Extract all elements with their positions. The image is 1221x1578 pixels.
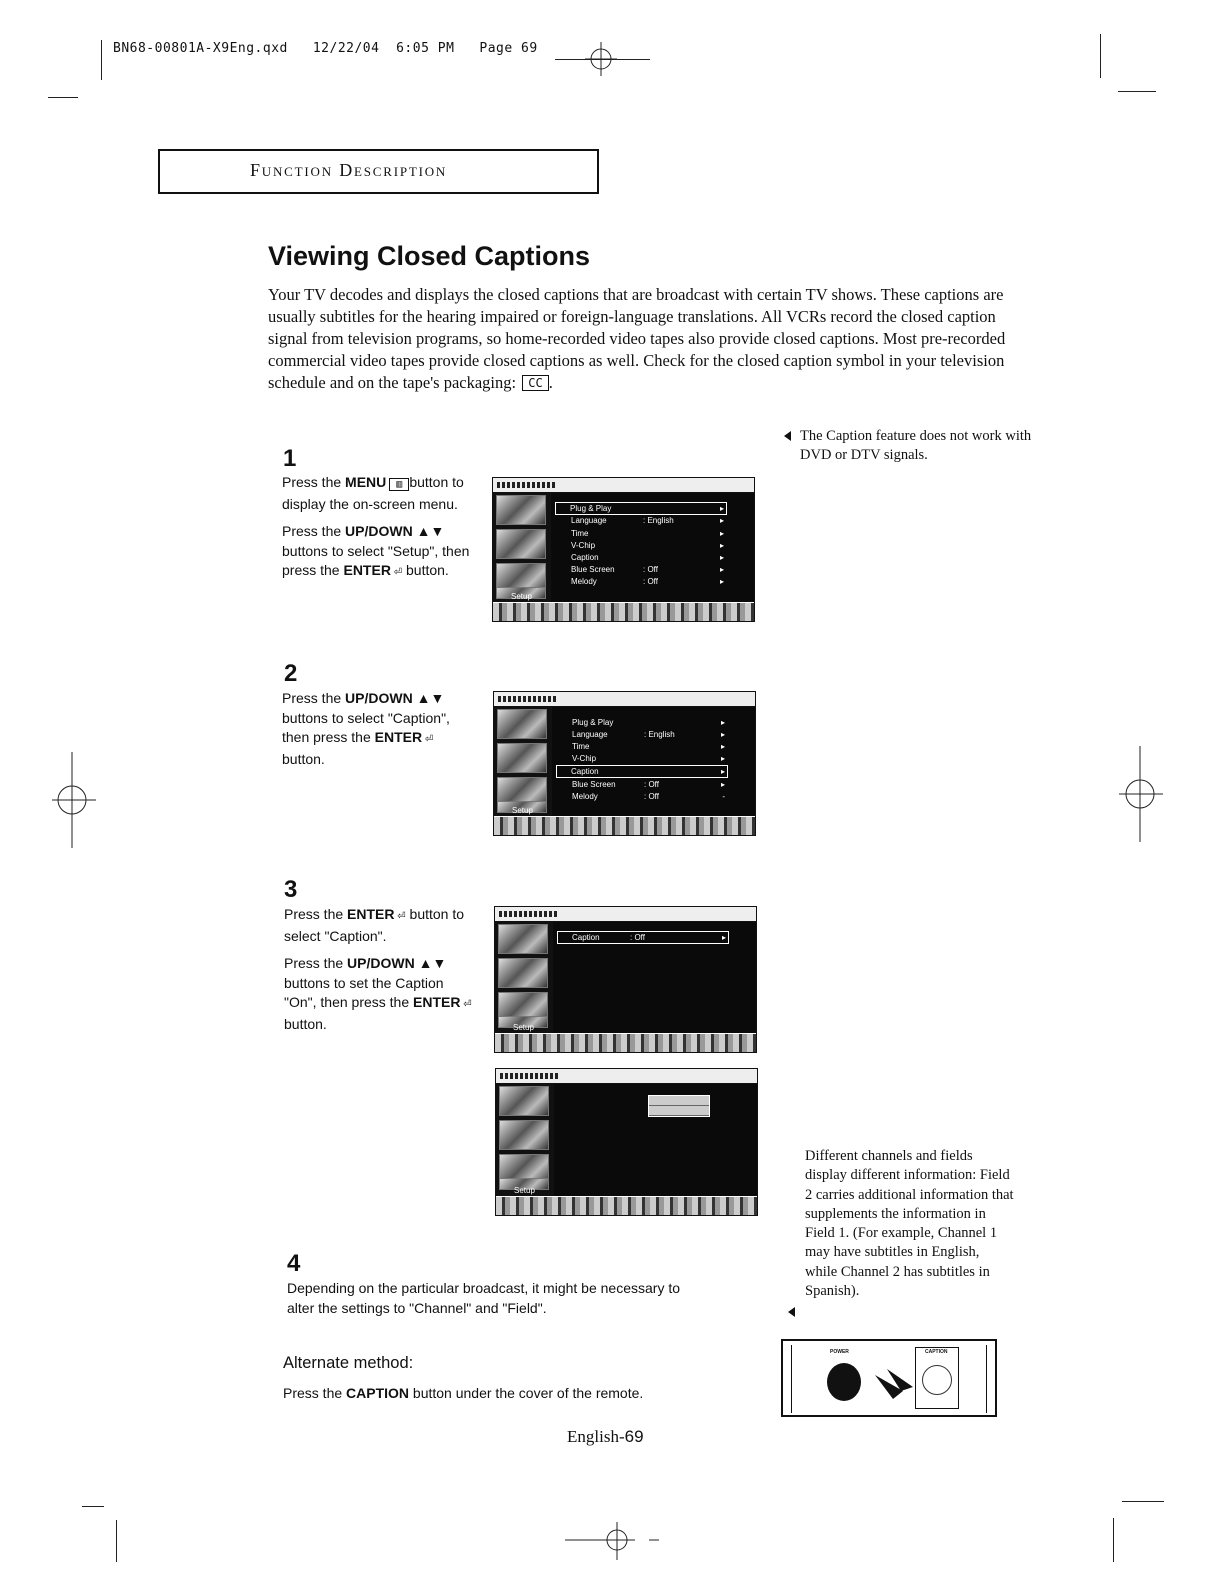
arrow-pointer-icon xyxy=(873,1369,913,1403)
alternate-method-title: Alternate method: xyxy=(283,1354,414,1372)
step-number: 2 xyxy=(284,660,298,687)
step-1-text: Press the MENU ▥ button to display the on-screen menu. Press the UP/DOWN ▲▼ buttons to select "Setup", then press the ENTER ⏎ button. xyxy=(282,474,470,578)
osd-top-bar xyxy=(493,478,754,493)
step-number: 1 xyxy=(283,445,297,472)
osd-bottom-bar xyxy=(493,602,754,621)
alternate-method-text: Press the CAPTION button under the cover of the remote. xyxy=(283,1385,644,1401)
osd-side-icons xyxy=(496,1084,554,1197)
step-4-text: Depending on the particular broadcast, it might be necessary to alter the settings to "Channel" and "Field". xyxy=(287,1280,681,1316)
osd-setup-label: Setup xyxy=(514,1186,535,1195)
side-note-channels-fields: Different channels and fields display different information: Field 2 carries additional information that supplements the information in Field 1. (For example, Channel 1 may have subtitles in English, while Channel 2 has subtitles in Spanish). xyxy=(805,1148,1014,1300)
osd-top-bar xyxy=(496,1069,757,1084)
registration-mark-icon xyxy=(565,1522,665,1562)
caption-label: CAPTION xyxy=(925,1349,948,1355)
page-title: Viewing Closed Captions xyxy=(268,241,591,271)
osd-bottom-bar xyxy=(494,816,755,835)
osd-row: Caption ▸ xyxy=(571,553,724,562)
osd-side-icons xyxy=(495,922,553,1034)
osd-options-popup xyxy=(648,1095,710,1117)
osd-row: Time ▸ xyxy=(571,529,724,538)
crop-mark xyxy=(1100,34,1101,78)
step-number: 3 xyxy=(284,876,298,903)
step-number: 4 xyxy=(287,1250,301,1277)
osd-top-bar xyxy=(495,907,756,922)
osd-screen-caption-options xyxy=(495,1068,758,1216)
registration-mark-icon xyxy=(583,38,623,78)
page-number: English-69 xyxy=(567,1427,644,1446)
osd-row: Blue Screen : Off ▸ xyxy=(571,565,724,574)
osd-row: Plug & Play ▸ xyxy=(572,718,725,727)
note-pointer-icon xyxy=(784,431,791,441)
osd-screen-setup-menu xyxy=(492,477,755,622)
crop-mark xyxy=(1113,1518,1114,1562)
osd-row-selected: Caption : Off ▸ xyxy=(557,931,729,944)
osd-row: Time ▸ xyxy=(572,742,725,751)
remote-illustration xyxy=(781,1339,997,1417)
crop-mark xyxy=(101,40,102,80)
osd-row: Melody : Off - xyxy=(572,792,725,801)
side-note-caption-dvd: The Caption feature does not work with DVD or DTV signals. xyxy=(800,428,1032,463)
osd-setup-label: Setup xyxy=(513,1023,534,1032)
file-slug: BN68-00801A-X9Eng.qxd 12/22/04 6:05 PM Page 69 xyxy=(113,41,538,56)
osd-side-icons xyxy=(493,493,551,603)
osd-bottom-bar xyxy=(495,1033,756,1052)
crop-mark xyxy=(116,1520,117,1562)
osd-row: Melody : Off ▸ xyxy=(571,577,724,586)
step-2-text: Press the UP/DOWN ▲▼ buttons to select "Caption", then press the ENTER ⏎ button. xyxy=(282,690,450,767)
osd-screen-caption-select xyxy=(493,691,756,836)
osd-row: Language : English ▸ xyxy=(571,516,724,525)
osd-row: Blue Screen : Off ▸ xyxy=(572,780,725,789)
intro-text: Your TV decodes and displays the closed captions that are broadcast with certain TV shows. These captions are usually subtitles for the hearing impaired or foreign-language translations. All VCRs record the closed caption signal from television programs, so home-recorded video tapes also provide closed captions. Most pre-recorded commercial video tapes provide closed captions as well. Check for the closed caption symbol in your television schedule and on the tape's packaging: xyxy=(268,285,1006,392)
caption-button-icon xyxy=(922,1365,952,1395)
osd-bottom-bar xyxy=(496,1196,757,1215)
section-title: Function Description xyxy=(250,160,448,180)
intro-paragraph: Your TV decodes and displays the closed captions that are broadcast with certain TV shows. These captions are usually subtitles for the hearing impaired or foreign-language translations. All VCRs record the closed caption signal from television programs, so home-recorded video tapes also provide closed captions. Most pre-recorded commercial video tapes provide closed captions as well. Check for the closed caption symbol in your television schedule and on the tape's packaging: CC . xyxy=(268,285,1006,392)
cc-symbol-icon: CC xyxy=(522,375,548,391)
crop-mark xyxy=(48,97,78,98)
osd-row-selected: Plug & Play ▸ xyxy=(555,502,727,515)
crop-mark xyxy=(1118,91,1156,92)
osd-side-icons xyxy=(494,707,552,817)
osd-screen-caption-setting xyxy=(494,906,757,1053)
power-button-icon xyxy=(827,1363,861,1401)
crop-mark xyxy=(1122,1501,1164,1502)
registration-mark-icon xyxy=(1115,746,1165,846)
osd-row-selected: Caption ▸ xyxy=(556,765,728,778)
osd-top-bar xyxy=(494,692,755,707)
osd-row: Language : English ▸ xyxy=(572,730,725,739)
osd-setup-label: Setup xyxy=(511,592,532,601)
power-label: POWER xyxy=(830,1349,849,1355)
osd-setup-label: Setup xyxy=(512,806,533,815)
crop-mark xyxy=(82,1506,104,1507)
registration-mark-icon xyxy=(50,752,100,852)
step-3-text: Press the ENTER ⏎ button to select "Caption". Press the UP/DOWN ▲▼ buttons to set the Caption "On", then press the ENTER ⏎ button. xyxy=(284,906,472,1032)
osd-row: V-Chip ▸ xyxy=(572,754,725,763)
note-pointer-icon xyxy=(788,1307,795,1317)
osd-row: V-Chip ▸ xyxy=(571,541,724,550)
